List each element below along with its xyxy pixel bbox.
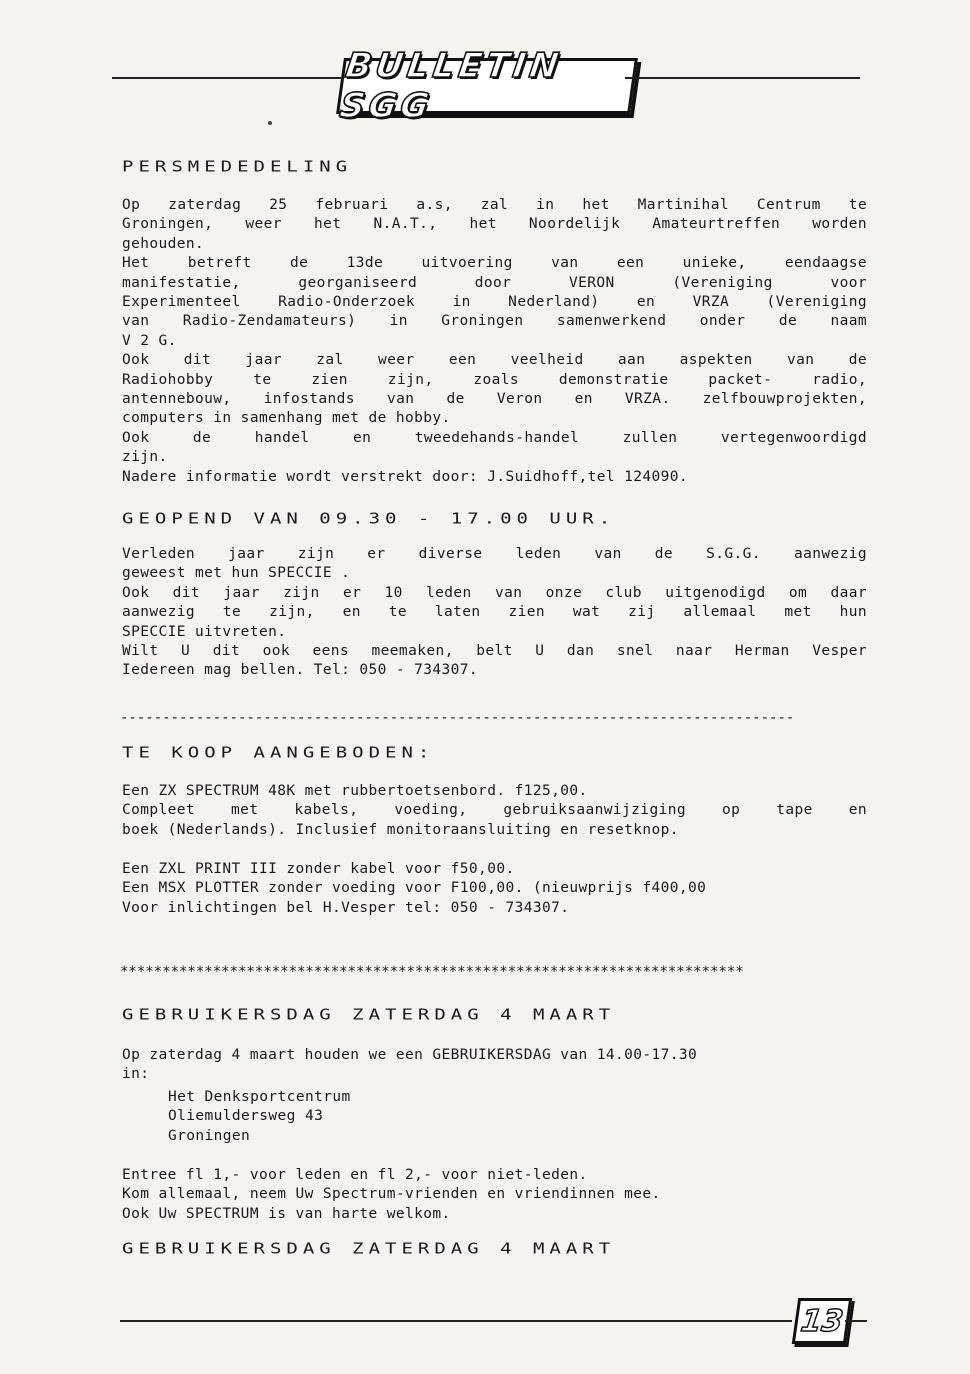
text-line: gehouden. xyxy=(122,235,205,252)
heading-persmededeling: PERSMEDEDELING xyxy=(122,158,353,176)
geopend-body xyxy=(122,545,867,681)
masthead-rule-right xyxy=(625,77,860,79)
text-line: V 2 G. xyxy=(122,332,177,349)
heading-te-koop: TE KOOP AANGEBODEN: xyxy=(122,744,435,762)
text-line: Een MSX PLOTTER zonder voeding voor F100,00. (nieuwprijs f400,00 xyxy=(122,880,707,897)
text-line: Ook dit jaar zijn er 10 leden van onze club uitgenodigd om daar xyxy=(122,584,867,601)
footer-rule-right xyxy=(845,1320,867,1322)
text-line: antennebouw, infostands van de Veron en VRZA. zelfbouwprojekten, xyxy=(122,391,867,408)
te-koop-block-2 xyxy=(122,860,867,918)
text-line: Kom allemaal, neem Uw Spectrum-vrienden en vriendinnen mee. xyxy=(122,1186,661,1203)
text-line: Nadere informatie wordt verstrekt door: J.Suidhoff,tel 124090. xyxy=(122,468,689,485)
dashed-separator: -------------------------------------------------------------------------------- xyxy=(120,710,795,726)
page-number: 13 xyxy=(792,1298,852,1344)
heading-gebruikersdag-footer: GEBRUIKERSDAG ZATERDAG 4 MAART xyxy=(122,1240,616,1258)
text-line: zijn. xyxy=(122,449,168,466)
text-line: Groningen, weer het N.A.T., het Noordelijk Amateurtreffen worden xyxy=(122,216,867,233)
address-line: Oliemuldersweg 43 xyxy=(168,1108,324,1125)
te-koop-block-1 xyxy=(122,782,867,840)
masthead-rule-left xyxy=(112,77,342,79)
text-line: van Radio-Zendamateurs) in Groningen samenwerkend onder de naam xyxy=(122,313,867,330)
text-line: Experimenteel Radio-Onderzoek in Nederland) en VRZA (Vereniging xyxy=(122,294,867,311)
heading-gebruikersdag: GEBRUIKERSDAG ZATERDAG 4 MAART xyxy=(122,1006,616,1024)
text-line: Entree fl 1,- voor leden en fl 2,- voor niet-leden. xyxy=(122,1167,588,1183)
heading-geopend: GEOPEND VAN 09.30 - 17.00 UUR. xyxy=(122,510,616,528)
text-line: Op zaterdag 25 februari a.s, zal in het Martinihal Centrum te xyxy=(122,197,867,213)
text-line: geweest met hun SPECCIE . xyxy=(122,565,351,582)
text-line: Ook dit jaar zal weer een veelheid aan aspekten van de xyxy=(122,352,867,369)
text-line: Wilt U dit ook eens meemaken, belt U dan snel naar Herman Vesper xyxy=(122,643,867,660)
bulletin-sgg-logo: BULLETIN SGG xyxy=(336,58,638,114)
text-line: Iedereen mag bellen. Tel: 050 - 734307. xyxy=(122,662,479,679)
text-line: SPECCIE uitvreten. xyxy=(122,623,287,640)
text-line: Voor inlichtingen bel H.Vesper tel: 050 - 734307. xyxy=(122,899,570,916)
star-separator: ************************************************************************** xyxy=(120,964,744,980)
text-line: Ook de handel en tweedehands-handel zullen vertegenwoordigd xyxy=(122,429,867,446)
text-line: Op zaterdag 4 maart houden we een GEBRUIKERSDAG van 14.00-17.30 xyxy=(122,1047,698,1063)
address-line: Het Denksportcentrum xyxy=(168,1089,351,1105)
persmededeling-body xyxy=(122,196,867,487)
text-line: Verleden jaar zijn er diverse leden van de S.G.G. aanwezig xyxy=(122,546,867,562)
footer-rule-left xyxy=(120,1320,792,1322)
text-line: Een ZXL PRINT III zonder kabel voor f50,00. xyxy=(122,861,515,877)
text-line: Ook Uw SPECTRUM is van harte welkom. xyxy=(122,1205,451,1222)
text-line: boek (Nederlands). Inclusief monitoraansluiting en resetknop. xyxy=(122,821,679,838)
text-line: Een ZX SPECTRUM 48K met rubbertoetsenbord. f125,00. xyxy=(122,783,588,799)
text-line: in: xyxy=(122,1066,150,1083)
text-line: Compleet met kabels, voeding, gebruiksaanwijziging op tape en xyxy=(122,802,867,819)
gebruikersdag-address xyxy=(122,1088,913,1146)
text-line: aanwezig te zijn, en te laten zien wat zij allemaal met hun xyxy=(122,604,867,621)
text-line: computers in samenhang met de hobby. xyxy=(122,410,451,427)
gebruikersdag-intro xyxy=(122,1046,867,1085)
text-line: Radiohobby te zien zijn, zoals demonstratie packet- radio, xyxy=(122,371,867,388)
speck xyxy=(268,121,272,125)
text-line: Het betreft de 13de uitvoering van een unieke, eendaagse xyxy=(122,255,867,272)
text-line: manifestatie, georganiseerd door VERON (Vereniging voor xyxy=(122,274,867,291)
gebruikersdag-closing xyxy=(122,1166,867,1224)
address-line: Groningen xyxy=(168,1127,251,1144)
